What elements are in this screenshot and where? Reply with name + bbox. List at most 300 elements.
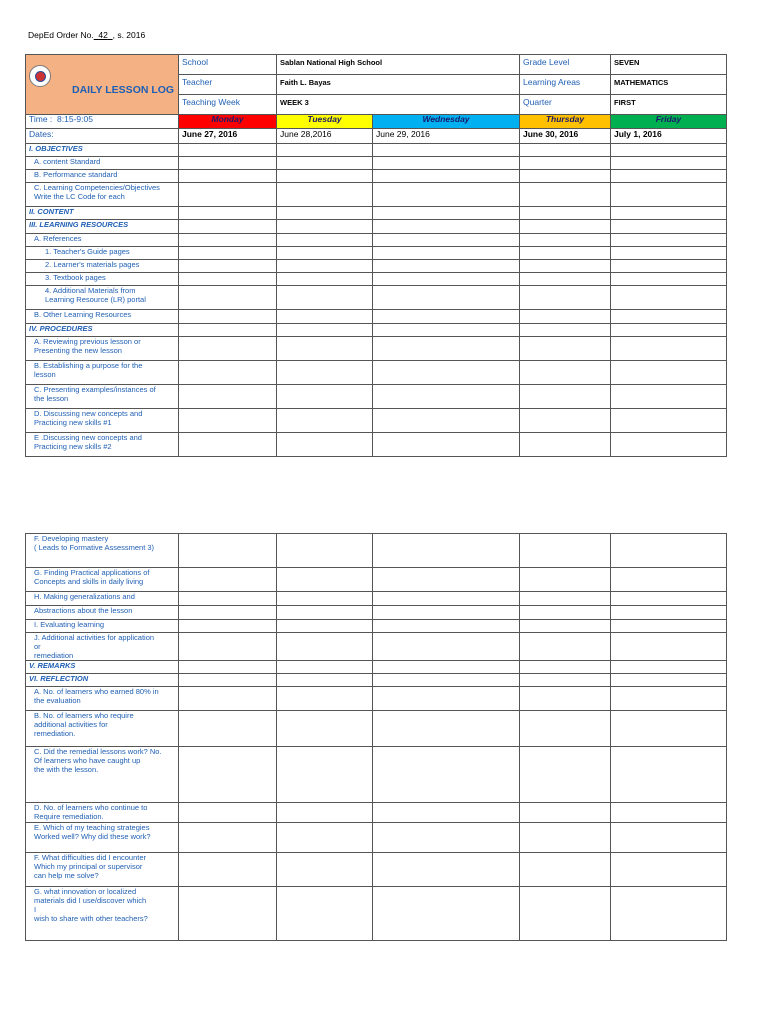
entry-cell[interactable]	[179, 361, 277, 385]
table-row	[26, 606, 727, 620]
entry-cell[interactable]	[611, 337, 727, 361]
entry-cell[interactable]	[277, 633, 373, 661]
day-monday: Monday	[179, 115, 277, 129]
table-row	[26, 157, 727, 170]
row-label-line: Of learners who have caught up	[34, 756, 141, 765]
table-row	[26, 324, 727, 337]
entry-cell[interactable]	[373, 853, 520, 887]
entry-cell[interactable]	[611, 409, 727, 433]
row-label	[26, 409, 179, 433]
learning-areas-value: MATHEMATICS	[611, 75, 727, 95]
entry-cell[interactable]	[277, 337, 373, 361]
entry-cell[interactable]	[611, 633, 727, 661]
entry-cell[interactable]	[611, 286, 727, 310]
entry-cell[interactable]	[520, 687, 611, 711]
row-label-line: F. Developing mastery	[34, 534, 109, 543]
entry-cell[interactable]	[611, 273, 727, 286]
teacher-label: Teacher	[179, 75, 277, 95]
entry-cell[interactable]	[373, 633, 520, 661]
entry-cell[interactable]	[179, 310, 277, 324]
entry-cell[interactable]	[611, 170, 727, 183]
row-label-line: Practicing new skills #2	[34, 442, 112, 451]
row-label-line: A. content Standard	[34, 157, 101, 166]
entry-cell[interactable]	[520, 803, 611, 823]
entry-cell[interactable]	[611, 568, 727, 592]
row-label-line: A. Reviewing previous lesson or	[34, 337, 141, 346]
row-label-line: materials did I use/discover which	[34, 896, 147, 905]
entry-cell[interactable]	[373, 286, 520, 310]
entry-cell[interactable]	[611, 823, 727, 853]
row-label-line: the evaluation	[34, 696, 81, 705]
entry-cell[interactable]	[520, 592, 611, 606]
table-row	[26, 170, 727, 183]
row-label	[26, 247, 179, 260]
entry-cell[interactable]	[611, 887, 727, 941]
entry-cell[interactable]	[520, 207, 611, 220]
entry-cell[interactable]	[611, 207, 727, 220]
entry-cell[interactable]	[373, 247, 520, 260]
row-label-line: Abstractions about the lesson	[34, 606, 133, 615]
deped-seal-logo	[29, 65, 51, 87]
entry-cell[interactable]	[277, 207, 373, 220]
table-row	[26, 273, 727, 286]
entry-cell[interactable]	[611, 247, 727, 260]
header-logo-cell	[26, 55, 179, 115]
entry-cell[interactable]	[373, 207, 520, 220]
entry-cell[interactable]	[179, 337, 277, 361]
entry-cell[interactable]	[277, 409, 373, 433]
lesson-log-table-page2	[25, 533, 727, 941]
entry-cell[interactable]	[373, 337, 520, 361]
entry-cell[interactable]	[277, 620, 373, 633]
entry-cell[interactable]	[520, 633, 611, 661]
entry-cell[interactable]	[179, 620, 277, 633]
entry-cell[interactable]	[179, 853, 277, 887]
row-label-line: I. OBJECTIVES	[29, 144, 83, 153]
entry-cell[interactable]	[179, 144, 277, 157]
row-label-line: B. Other Learning Resources	[34, 310, 132, 319]
entry-cell[interactable]	[373, 220, 520, 234]
entry-cell[interactable]	[611, 853, 727, 887]
entry-cell[interactable]	[179, 260, 277, 273]
row-label	[26, 534, 179, 568]
table-row	[26, 247, 727, 260]
entry-cell[interactable]	[520, 674, 611, 687]
entry-cell[interactable]	[373, 823, 520, 853]
row-label-line: F. What difficulties did I encounter	[34, 853, 147, 862]
entry-cell[interactable]	[277, 385, 373, 409]
entry-cell[interactable]	[611, 747, 727, 803]
dates-label: Dates:	[26, 129, 179, 144]
entry-cell[interactable]	[179, 207, 277, 220]
row-label	[26, 337, 179, 361]
entry-cell[interactable]	[611, 144, 727, 157]
row-label-line: J. Additional activities for application	[34, 633, 155, 642]
entry-cell[interactable]	[611, 661, 727, 674]
entry-cell[interactable]	[277, 144, 373, 157]
entry-cell[interactable]	[179, 234, 277, 247]
day-friday: Friday	[611, 115, 727, 129]
table-row	[26, 286, 727, 310]
entry-cell[interactable]	[373, 747, 520, 803]
entry-cell[interactable]	[179, 568, 277, 592]
entry-cell[interactable]	[373, 534, 520, 568]
entry-cell[interactable]	[179, 183, 277, 207]
entry-cell[interactable]	[373, 234, 520, 247]
row-label	[26, 157, 179, 170]
row-label	[26, 711, 179, 747]
deped-order-line: DepEd Order No. 42 , s. 2016	[28, 30, 146, 40]
table-row	[26, 337, 727, 361]
entry-cell[interactable]	[179, 433, 277, 457]
row-label-line: III. LEARNING RESOURCES	[29, 220, 129, 229]
entry-cell[interactable]	[277, 747, 373, 803]
school-value: Sablan National High School	[277, 55, 520, 75]
order-number: 42	[98, 30, 108, 40]
entry-cell[interactable]	[373, 385, 520, 409]
table-row	[26, 633, 727, 661]
row-label-line: remediation.	[34, 729, 76, 738]
entry-cell[interactable]	[373, 606, 520, 620]
entry-cell[interactable]	[520, 170, 611, 183]
entry-cell[interactable]	[373, 361, 520, 385]
section-heading	[26, 220, 179, 234]
row-label-line: C. Presenting examples/instances of	[34, 385, 156, 394]
row-label	[26, 803, 179, 823]
table-row	[26, 620, 727, 633]
table-row	[26, 687, 727, 711]
entry-cell[interactable]	[373, 803, 520, 823]
table-row	[26, 592, 727, 606]
entry-cell[interactable]	[277, 592, 373, 606]
entry-cell[interactable]	[179, 220, 277, 234]
entry-cell[interactable]	[373, 409, 520, 433]
entry-cell[interactable]	[611, 324, 727, 337]
entry-cell[interactable]	[611, 361, 727, 385]
entry-cell[interactable]	[373, 183, 520, 207]
table-row	[26, 661, 727, 674]
entry-cell[interactable]	[179, 273, 277, 286]
row-label-line: A. No. of learners who earned 80% in	[34, 687, 159, 696]
entry-cell[interactable]	[373, 170, 520, 183]
table-row	[26, 260, 727, 273]
entry-cell[interactable]	[520, 568, 611, 592]
row-label-line: 4. Additional Materials from	[45, 286, 136, 295]
row-label-line: the lesson	[34, 394, 69, 403]
entry-cell[interactable]	[373, 273, 520, 286]
row-label	[26, 568, 179, 592]
entry-cell[interactable]	[611, 592, 727, 606]
entry-cell[interactable]	[520, 361, 611, 385]
entry-cell[interactable]	[520, 711, 611, 747]
entry-cell[interactable]	[179, 747, 277, 803]
entry-cell[interactable]	[179, 674, 277, 687]
row-label-line: E. Which of my teaching strategies	[34, 823, 150, 832]
table-row	[26, 823, 727, 853]
table-row	[26, 207, 727, 220]
entry-cell[interactable]	[277, 711, 373, 747]
entry-cell[interactable]	[611, 433, 727, 457]
entry-cell[interactable]	[611, 385, 727, 409]
row-label-line: H. Making generalizations and	[34, 592, 135, 601]
entry-cell[interactable]	[277, 803, 373, 823]
entry-cell[interactable]	[277, 361, 373, 385]
entry-cell[interactable]	[373, 433, 520, 457]
entry-cell[interactable]	[277, 234, 373, 247]
row-label-line: wish to share with other teachers?	[34, 914, 148, 923]
entry-cell[interactable]	[373, 711, 520, 747]
entry-cell[interactable]	[179, 247, 277, 260]
entry-cell[interactable]	[611, 220, 727, 234]
lesson-log-table-page1	[25, 54, 727, 457]
learning-areas-label: Learning Areas	[520, 75, 611, 95]
entry-cell[interactable]	[179, 157, 277, 170]
entry-cell[interactable]	[520, 247, 611, 260]
row-label-line: can help me solve?	[34, 871, 99, 880]
row-label	[26, 687, 179, 711]
entry-cell[interactable]	[179, 711, 277, 747]
row-label-line: Presenting the new lesson	[34, 346, 122, 355]
row-label	[26, 606, 179, 620]
row-label	[26, 310, 179, 324]
teaching-week-value: WEEK 3	[277, 95, 520, 115]
row-label	[26, 234, 179, 247]
entry-cell[interactable]	[520, 433, 611, 457]
entry-cell[interactable]	[520, 310, 611, 324]
entry-cell[interactable]	[373, 157, 520, 170]
date-thursday: June 30, 2016	[520, 129, 611, 144]
entry-cell[interactable]	[373, 144, 520, 157]
entry-cell[interactable]	[277, 661, 373, 674]
entry-cell[interactable]	[520, 661, 611, 674]
section-heading	[26, 324, 179, 337]
entry-cell[interactable]	[179, 803, 277, 823]
entry-cell[interactable]	[611, 620, 727, 633]
entry-cell[interactable]	[373, 592, 520, 606]
entry-cell[interactable]	[520, 183, 611, 207]
row-label-line: additional activities for	[34, 720, 108, 729]
row-label-line: Worked well? Why did these work?	[34, 832, 151, 841]
entry-cell[interactable]	[373, 661, 520, 674]
row-label	[26, 592, 179, 606]
entry-cell[interactable]	[277, 433, 373, 457]
row-label-line: B. Performance standard	[34, 170, 118, 179]
table-row	[26, 674, 727, 687]
entry-cell[interactable]	[520, 620, 611, 633]
entry-cell[interactable]	[277, 687, 373, 711]
entry-cell[interactable]	[611, 674, 727, 687]
entry-cell[interactable]	[373, 568, 520, 592]
entry-cell[interactable]	[179, 606, 277, 620]
row-label-line: E .Discussing new concepts and	[34, 433, 142, 442]
entry-cell[interactable]	[373, 687, 520, 711]
date-wednesday: June 29, 2016	[373, 129, 520, 144]
row-label-line: D. No. of learners who continue to	[34, 803, 148, 812]
row-label-line: Concepts and skills in daily living	[34, 577, 144, 586]
entry-cell[interactable]	[520, 385, 611, 409]
entry-cell[interactable]	[520, 273, 611, 286]
row-label	[26, 433, 179, 457]
entry-cell[interactable]	[611, 687, 727, 711]
entry-cell[interactable]	[611, 606, 727, 620]
table-row	[26, 568, 727, 592]
entry-cell[interactable]	[179, 592, 277, 606]
table-row	[26, 534, 727, 568]
row-label-line: Learning Resource (LR) portal	[45, 295, 146, 304]
entry-cell[interactable]	[611, 260, 727, 273]
row-label-line: ( Leads to Formative Assessment 3)	[34, 543, 155, 552]
table-row	[26, 409, 727, 433]
entry-cell[interactable]	[179, 385, 277, 409]
section-heading	[26, 674, 179, 687]
teaching-week-label: Teaching Week	[179, 95, 277, 115]
entry-cell[interactable]	[277, 273, 373, 286]
entry-cell[interactable]	[277, 823, 373, 853]
row-label-line: G. what innovation or localized	[34, 887, 137, 896]
entry-cell[interactable]	[179, 534, 277, 568]
row-label-line: Require remediation.	[34, 812, 104, 821]
section-heading	[26, 207, 179, 220]
day-thursday: Thursday	[520, 115, 611, 129]
entry-cell[interactable]	[277, 183, 373, 207]
table-row	[26, 310, 727, 324]
row-label	[26, 361, 179, 385]
row-label	[26, 385, 179, 409]
entry-cell[interactable]	[520, 853, 611, 887]
entry-cell[interactable]	[277, 887, 373, 941]
entry-cell[interactable]	[277, 170, 373, 183]
row-label-line: Write the LC Code for each	[34, 192, 125, 201]
entry-cell[interactable]	[277, 606, 373, 620]
entry-cell[interactable]	[611, 183, 727, 207]
row-label-line: the with the lesson.	[34, 765, 99, 774]
entry-cell[interactable]	[611, 534, 727, 568]
table-row	[26, 361, 727, 385]
quarter-label: Quarter	[520, 95, 611, 115]
school-label: School	[179, 55, 277, 75]
entry-cell[interactable]	[373, 260, 520, 273]
entry-cell[interactable]	[277, 310, 373, 324]
table-row	[26, 234, 727, 247]
entry-cell[interactable]	[520, 823, 611, 853]
row-label-line: I	[34, 905, 37, 914]
entry-cell[interactable]	[520, 747, 611, 803]
entry-cell[interactable]	[520, 234, 611, 247]
row-label	[26, 747, 179, 803]
entry-cell[interactable]	[179, 633, 277, 661]
day-tuesday: Tuesday	[277, 115, 373, 129]
entry-cell[interactable]	[179, 409, 277, 433]
entry-cell[interactable]	[520, 337, 611, 361]
entry-cell[interactable]	[611, 803, 727, 823]
entry-cell[interactable]	[179, 887, 277, 941]
row-label-line: lesson	[34, 370, 56, 379]
entry-cell[interactable]	[611, 234, 727, 247]
entry-cell[interactable]	[373, 310, 520, 324]
entry-cell[interactable]	[373, 887, 520, 941]
entry-cell[interactable]	[277, 568, 373, 592]
table-row	[26, 385, 727, 409]
entry-cell[interactable]	[277, 853, 373, 887]
row-label-line: G. Finding Practical applications of	[34, 568, 150, 577]
row-label-line: Practicing new skills #1	[34, 418, 112, 427]
entry-cell[interactable]	[520, 606, 611, 620]
table-row	[26, 853, 727, 887]
entry-cell[interactable]	[179, 823, 277, 853]
entry-cell[interactable]	[179, 286, 277, 310]
entry-cell[interactable]	[611, 310, 727, 324]
entry-cell[interactable]	[277, 157, 373, 170]
entry-cell[interactable]	[373, 620, 520, 633]
row-label	[26, 887, 179, 941]
entry-cell[interactable]	[277, 247, 373, 260]
entry-cell[interactable]	[277, 220, 373, 234]
entry-cell[interactable]	[277, 534, 373, 568]
entry-cell[interactable]	[611, 711, 727, 747]
row-label	[26, 170, 179, 183]
row-label	[26, 273, 179, 286]
row-label	[26, 620, 179, 633]
entry-cell[interactable]	[520, 157, 611, 170]
row-label-line: I. Evaluating learning	[34, 620, 105, 629]
entry-cell[interactable]	[179, 687, 277, 711]
entry-cell[interactable]	[520, 144, 611, 157]
day-wednesday: Wednesday	[373, 115, 520, 129]
time-cell: Time : 8:15-9:05	[26, 115, 179, 129]
entry-cell[interactable]	[520, 534, 611, 568]
row-label-line: VI. REFLECTION	[29, 674, 89, 683]
table-row	[26, 183, 727, 207]
row-label-line: II. CONTENT	[29, 207, 74, 216]
row-label	[26, 286, 179, 310]
section-heading	[26, 661, 179, 674]
row-label-line: C. Did the remedial lessons work? No.	[34, 747, 162, 756]
entry-cell[interactable]	[179, 324, 277, 337]
table-row	[26, 803, 727, 823]
row-label-line: IV. PROCEDURES	[29, 324, 93, 333]
entry-cell[interactable]	[611, 157, 727, 170]
grade-level-label: Grade Level	[520, 55, 611, 75]
teacher-value: Faith L. Bayas	[277, 75, 520, 95]
quarter-value: FIRST	[611, 95, 727, 115]
entry-cell[interactable]	[520, 260, 611, 273]
table-row	[26, 144, 727, 157]
entry-cell[interactable]	[373, 674, 520, 687]
entry-cell[interactable]	[277, 260, 373, 273]
entry-cell[interactable]	[277, 324, 373, 337]
page-title: DAILY LESSON LOG	[72, 84, 175, 96]
entry-cell[interactable]	[277, 674, 373, 687]
row-label-line: V. REMARKS	[29, 661, 76, 670]
entry-cell[interactable]	[520, 220, 611, 234]
row-label-line: or	[34, 642, 41, 651]
entry-cell[interactable]	[179, 170, 277, 183]
row-label-line: 2. Learner's materials pages	[45, 260, 140, 269]
entry-cell[interactable]	[277, 286, 373, 310]
section-heading	[26, 144, 179, 157]
row-label-line: A. References	[34, 234, 82, 243]
row-label-line: D. Discussing new concepts and	[34, 409, 143, 418]
row-label	[26, 183, 179, 207]
row-label-line: 3. Textbook pages	[45, 273, 106, 282]
entry-cell[interactable]	[373, 324, 520, 337]
entry-cell[interactable]	[520, 887, 611, 941]
table-row	[26, 711, 727, 747]
entry-cell[interactable]	[520, 286, 611, 310]
entry-cell[interactable]	[520, 409, 611, 433]
entry-cell[interactable]	[179, 661, 277, 674]
entry-cell[interactable]	[520, 324, 611, 337]
